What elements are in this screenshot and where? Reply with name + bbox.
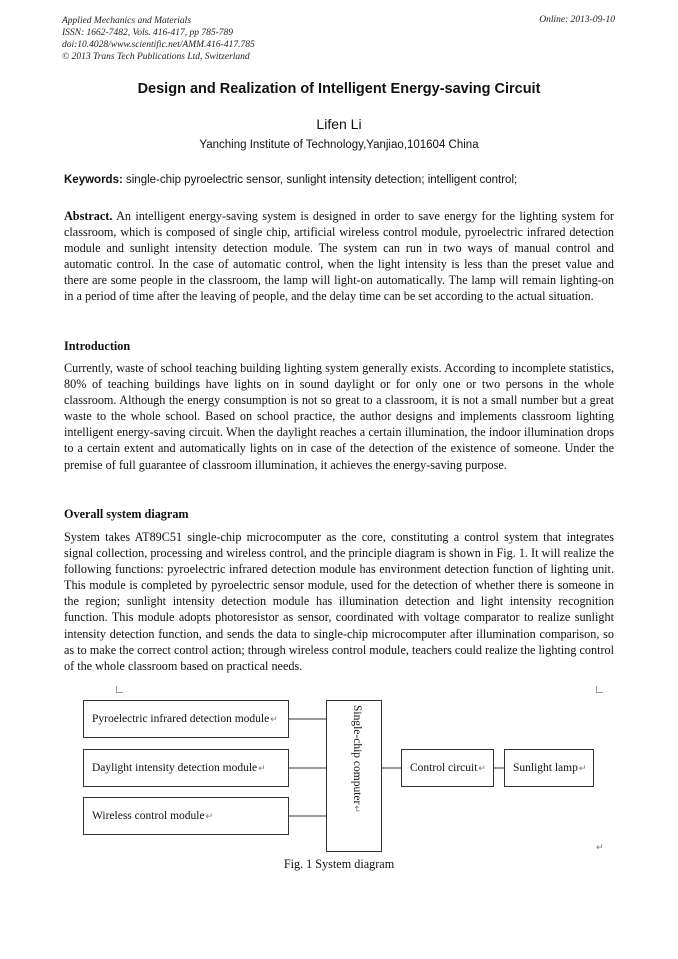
keywords-text: single-chip pyroelectric sensor, sunlight intensity detection; intelligent control;	[126, 174, 518, 186]
copyright: © 2013 Trans Tech Publications Ltd, Switzerland	[62, 52, 250, 62]
issn: ISSN: 1662-7482, Vols. 416-417, pp 785-789	[62, 28, 233, 38]
daylight-module-label: Daylight intensity detection module	[92, 762, 258, 774]
return-mark: ↵	[478, 762, 486, 773]
return-mark: ↵	[205, 810, 214, 821]
single-chip-label: Single-chip computer↵	[351, 705, 363, 813]
overall-text: System takes AT89C51 single-chip microcomputer as the core, constituting a control system that integrates signal collection, processing and wireless control, and the principle diagram is shown in Fig. 1. It will realize the following functions: pyroelectric infrared detection module has environment detection function of lighting unit. This module is completed by pyroelectric sensor module, used for the detection of whether there is someone in the region; sunlight intensity detection module has illumination detection and light intensity recognition function. This module adopts photoresistor as sensor, coordinated with voltage comparator to realize sunlight intensity detection function, and sends the data to single-chip microcomputer after illumination comparison, so as to make the correct control action; through wireless control module, teachers could realize the lighting control of the whole classroom based on practical needs.	[64, 530, 614, 673]
paper-title: Design and Realization of Intelligent Energy-saving Circuit	[137, 81, 541, 97]
pyro-module-label: Pyroelectric infrared detection module	[92, 713, 270, 725]
keywords-label: Keywords:	[64, 174, 123, 186]
return-mark: ↵	[578, 762, 587, 773]
figure-caption: Fig. 1 System diagram	[283, 857, 395, 871]
pyro-module-box	[83, 700, 289, 738]
return-mark: ↵	[258, 762, 266, 773]
abstract-label: Abstract.	[64, 209, 113, 223]
daylight-module-box	[83, 749, 289, 787]
sunlight-lamp-label: Sunlight lamp	[513, 762, 578, 774]
return-mark: ↵	[596, 842, 604, 852]
control-circuit-label: Control circuit	[410, 762, 478, 774]
author: Lifen Li	[316, 116, 362, 132]
abstract-text: An intelligent energy-saving system is designed in order to save energy for the lighting system for classroom, which is composed of single chip, artificial wireless control module, pyroelectric infrared detection module and sunlight intensity detection module. The system can run in two ways of manual control and automatic control. In the case of automatic control, when the light intensity is less than the preset value and there are some people in the classroom, the lamp will light-on automatically. The lamp will remain lighting-on in a period of time after the leaving of people, and the delay time can be set according to the actual situation.	[64, 209, 614, 304]
single-chip-box	[326, 700, 382, 852]
wireless-module-label: Wireless control module	[92, 810, 205, 822]
journal-name: Applied Mechanics and Materials	[62, 16, 192, 26]
wireless-module-box	[83, 797, 289, 835]
overall-heading: Overall system diagram	[64, 507, 189, 521]
doi: doi:10.4028/www.scientific.net/AMM.416-417.785	[62, 40, 255, 50]
introduction-heading: Introduction	[64, 339, 131, 353]
online-date: Online: 2013-09-10	[539, 15, 615, 25]
sunlight-lamp-box	[504, 749, 594, 787]
introduction-text: Currently, waste of school teaching building lighting system generally exists. According to incomplete statistics, 80% of teaching buildings have lights on in sound daylight or for only one or two persons in the whole classroom. Although the energy consumption is not so great to a classroom, it is not a small number but a great waste to the whole school. Based on school practice, the author designs and implements classroom lighting intelligent energy-saving circuit. When the daylight reaches a certain illumination, the indoor illumination drops to a certain extent and automatically lights on in case of the detection of the existence of someone. Under the premise of full guarantee of classroom illumination, it achieves the energy-saving purpose.	[64, 361, 614, 472]
control-circuit-box	[401, 749, 494, 787]
return-mark: ↵	[270, 713, 278, 724]
affiliation: Yanching Institute of Technology,Yanjiao,101604 China	[199, 139, 479, 151]
